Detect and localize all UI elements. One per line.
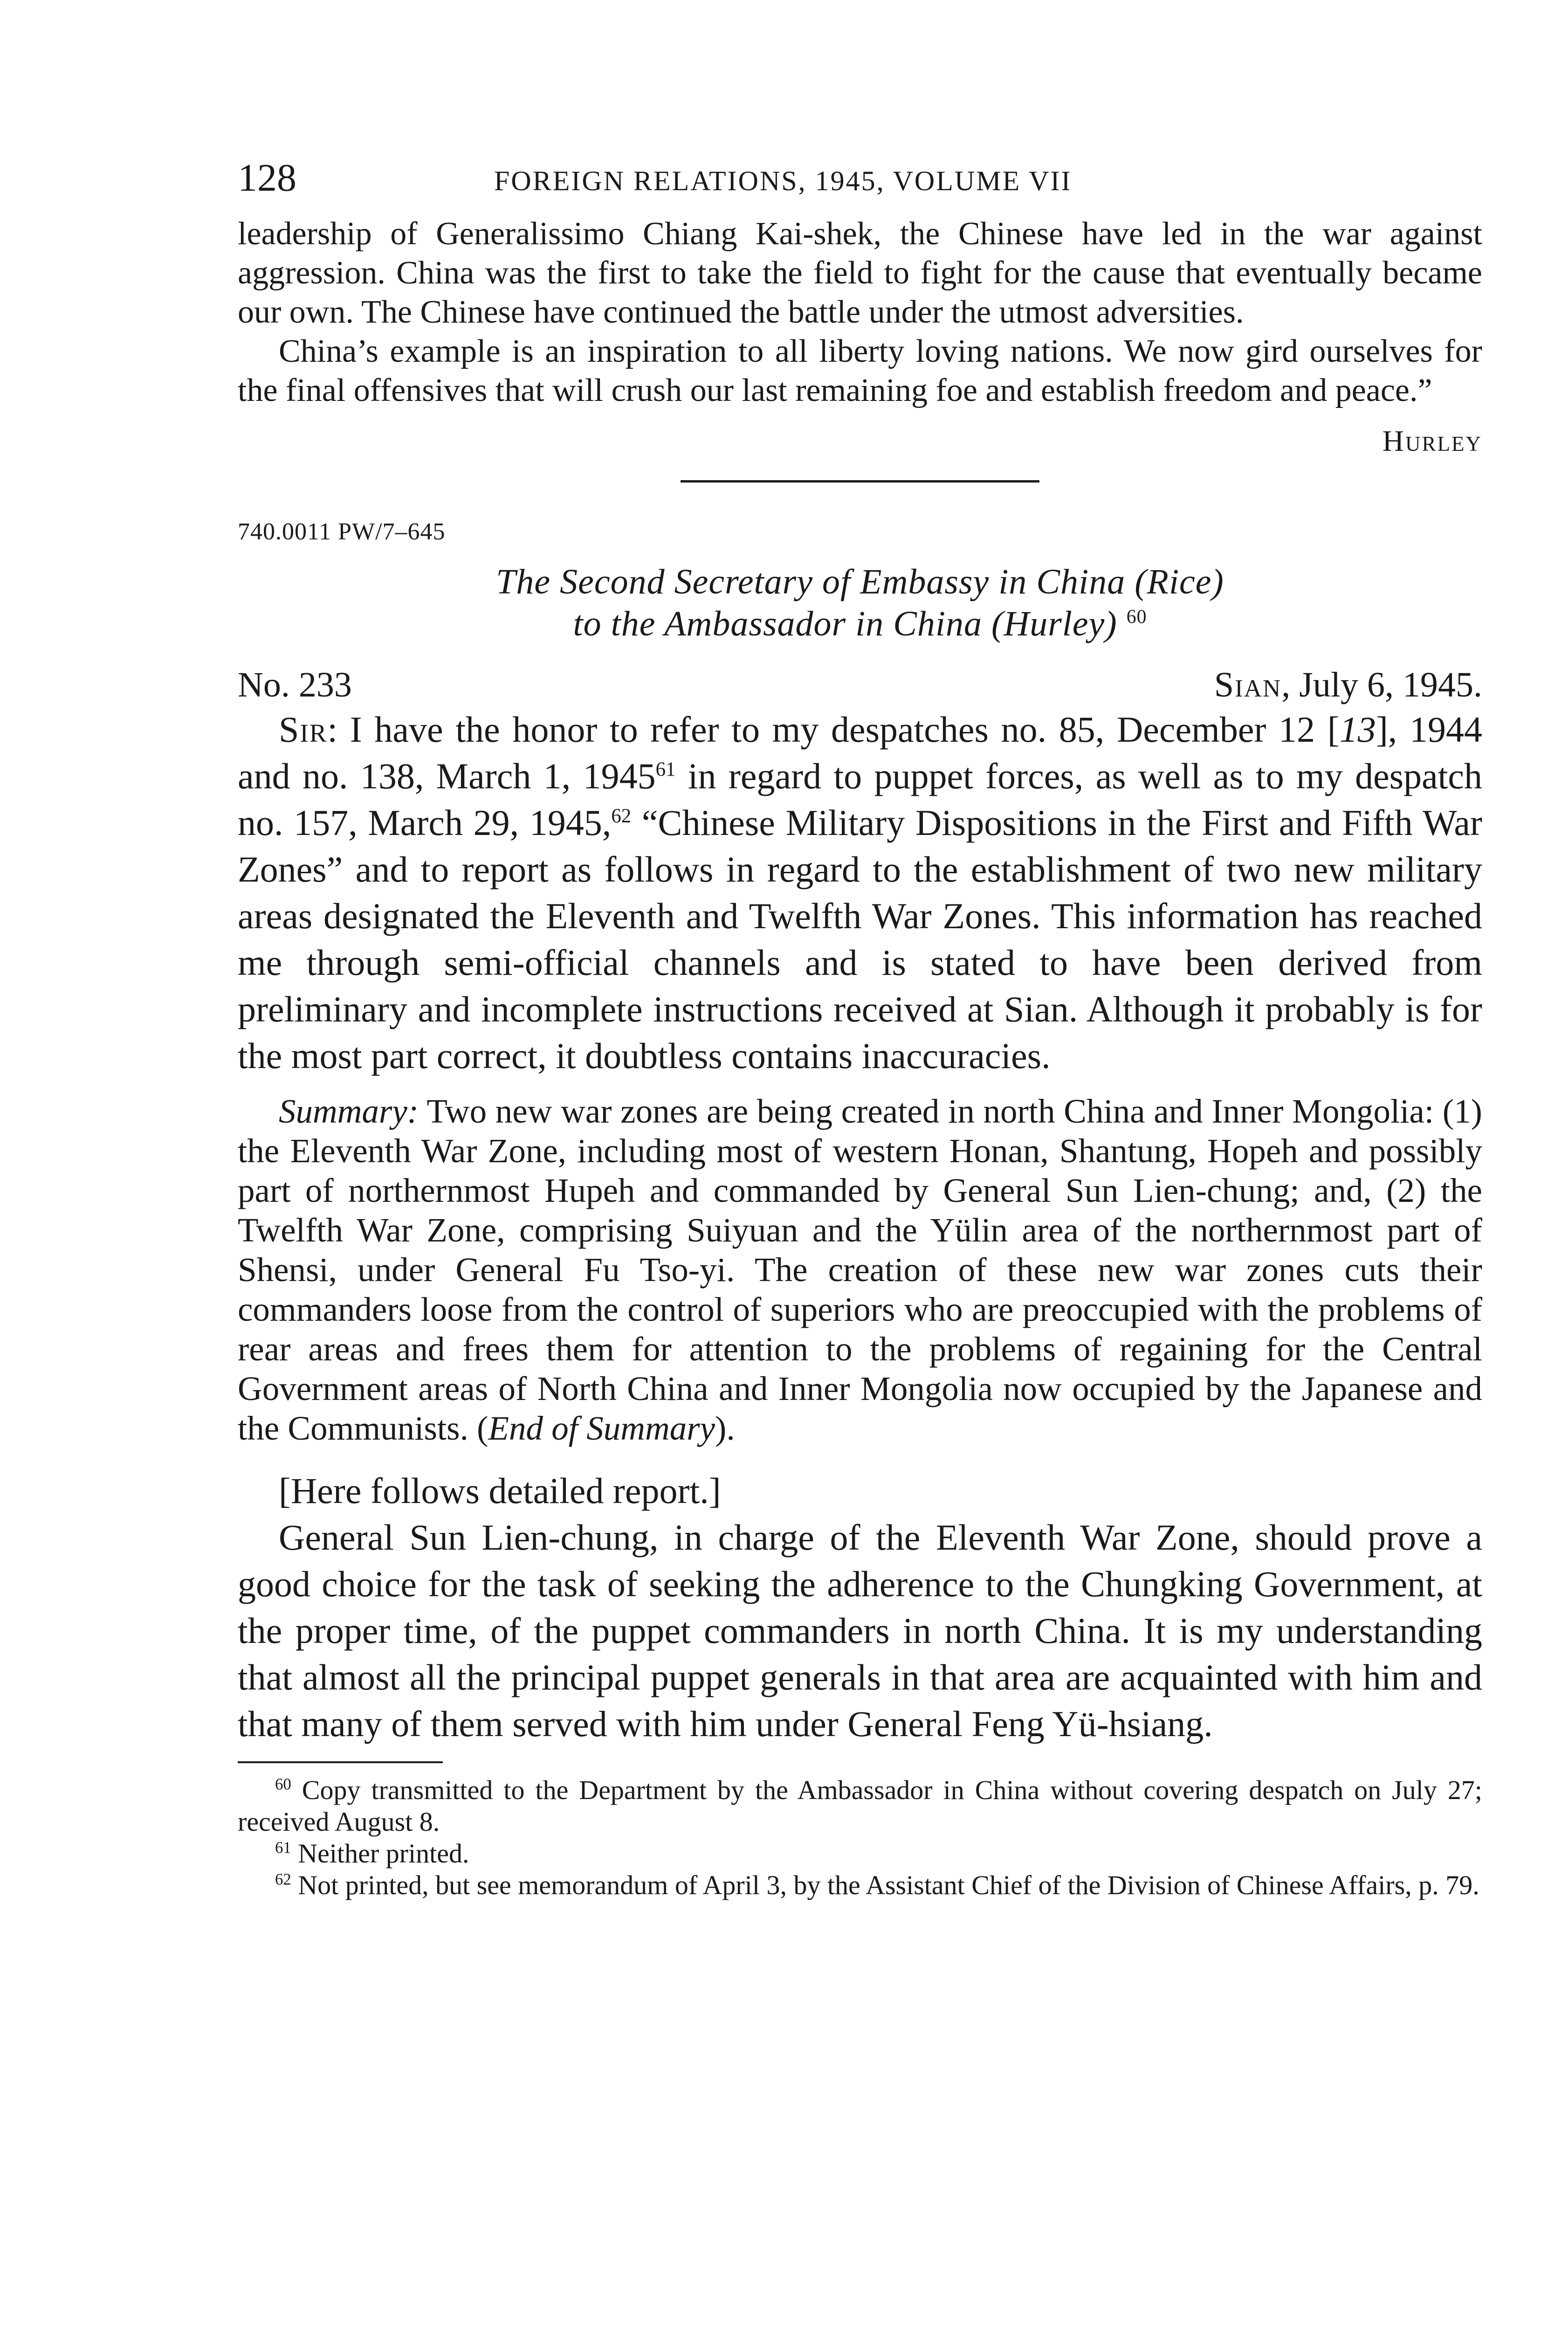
paragraph-text: ], 1944 and no. 138, March 1, 1945	[238, 709, 1482, 796]
previous-paragraph: China’s example is an inspiration to all liberty loving nations. We now gird ourselves for the final offensives that will crush our last remaining foe and establish freedom and peace.”	[238, 333, 1482, 408]
paragraph-text: in regard to puppet forces, as well as to my despatch no. 157, March 29, 1945,	[238, 756, 1482, 843]
footnote-reference[interactable]: 62	[611, 805, 632, 827]
running-header	[238, 156, 1482, 214]
previous-document-text	[238, 214, 1482, 410]
date-correction: 13	[1339, 709, 1376, 750]
letter-body-continued	[238, 1514, 1482, 1747]
summary-end-text: ).	[715, 1409, 735, 1447]
body-paragraph: General Sun Lien-chung, in charge of the Eleventh War Zone, should prove a good choice for the task of seeking the adherence to the Chungking Government, at the proper time, of the puppet commanders in north China. It is my understanding that almost all the principal puppet generals in that area are acquainted with him and that many of them served with him under General Feng Yü-hsiang.	[238, 1517, 1482, 1744]
footnote-number: 61	[275, 1838, 291, 1857]
salutation: Sir	[279, 709, 328, 750]
section-divider	[681, 480, 1039, 483]
place-and-date	[1214, 663, 1482, 706]
footnote-reference[interactable]: 60	[1126, 606, 1147, 628]
summary-paragraph	[238, 1091, 1482, 1448]
date: , July 6, 1945.	[1281, 665, 1482, 704]
footnote-number: 60	[275, 1775, 291, 1793]
document-title-text: to the Ambassador in China (Hurley)	[573, 604, 1117, 643]
summary-label: Summary:	[279, 1092, 419, 1130]
document-title	[238, 561, 1482, 645]
paragraph-text: : I have the honor to refer to my despatches no. 85, December 12 [	[327, 709, 1340, 750]
running-title: FOREIGN RELATIONS, 1945, VOLUME VII	[494, 166, 1072, 196]
editorial-note: [Here follows detailed report.]	[279, 1470, 721, 1511]
footnote	[238, 1774, 1482, 1838]
footnote-reference[interactable]: 61	[655, 759, 676, 780]
summary-section	[238, 1091, 1482, 1448]
dateline	[238, 663, 1482, 706]
paragraph-text: “Chinese Military Dispositions in the First and Fifth War Zones” and to report as follows in regard to the establishment of two new military areas designated the Eleventh and Twelfth War Zones. This information has reached me through semi-official channels and is stated to have been derived from preliminary and incomplete instructions received at Sian. Although it probably is for the most part correct, it doubtless contains inaccuracies.	[238, 802, 1482, 1076]
page-number: 128	[238, 156, 296, 200]
footnote	[238, 1838, 1482, 1869]
footnote-text: Not printed, but see memorandum of April 3, by the Assistant Chief of the Division of Chinese Affairs, p. 79.	[298, 1870, 1479, 1900]
document-title-line: The Second Secretary of Embassy in China (Rice)	[496, 562, 1224, 601]
footnote-text: Copy transmitted to the Department by the Ambassador in China without covering despatch on July 27; received August 8.	[238, 1775, 1482, 1837]
end-of-summary-label: End of Summary	[488, 1409, 715, 1447]
letter-body	[238, 706, 1482, 1079]
file-number: 740.0011 PW/7–645	[238, 518, 446, 545]
place: Sian	[1214, 665, 1282, 704]
despatch-number: No. 233	[238, 665, 352, 704]
footnote-number: 62	[275, 1870, 291, 1889]
document-title-line	[238, 603, 1482, 645]
opening-paragraph	[238, 706, 1482, 1079]
document-page	[238, 156, 1482, 1901]
footnote-text: Neither printed.	[298, 1838, 469, 1869]
summary-text: Two new war zones are being created in north China and Inner Mongolia: (1) the Eleventh War Zone, including most of western Honan, Shantung, Hopeh and possibly part of northernmost Hupeh and commanded by General Sun Lien-chung; and, (2) the Twelfth War Zone, comprising Suiyuan and the Yülin area of the northernmost part of Shensi, under General Fu Tso-yi. The creation of these new war zones cuts their commanders loose from the control of superiors who are preoccupied with the problems of rear areas and frees them for attention to the problems of regaining for the Central Government areas of North China and Inner Mongolia now occupied by the Japanese and the Communists. (	[238, 1092, 1482, 1447]
previous-paragraph: leadership of Generalissimo Chiang Kai-shek, the Chinese have led in the war against aggression. China was the first to take the field to fight for the cause that eventually became our own. The Chinese have continued the battle under the utmost adversities.	[238, 216, 1482, 330]
footnote	[238, 1869, 1482, 1901]
footnote-divider	[238, 1761, 443, 1763]
signature: Hurley	[1382, 424, 1482, 457]
footnotes	[238, 1774, 1482, 1901]
